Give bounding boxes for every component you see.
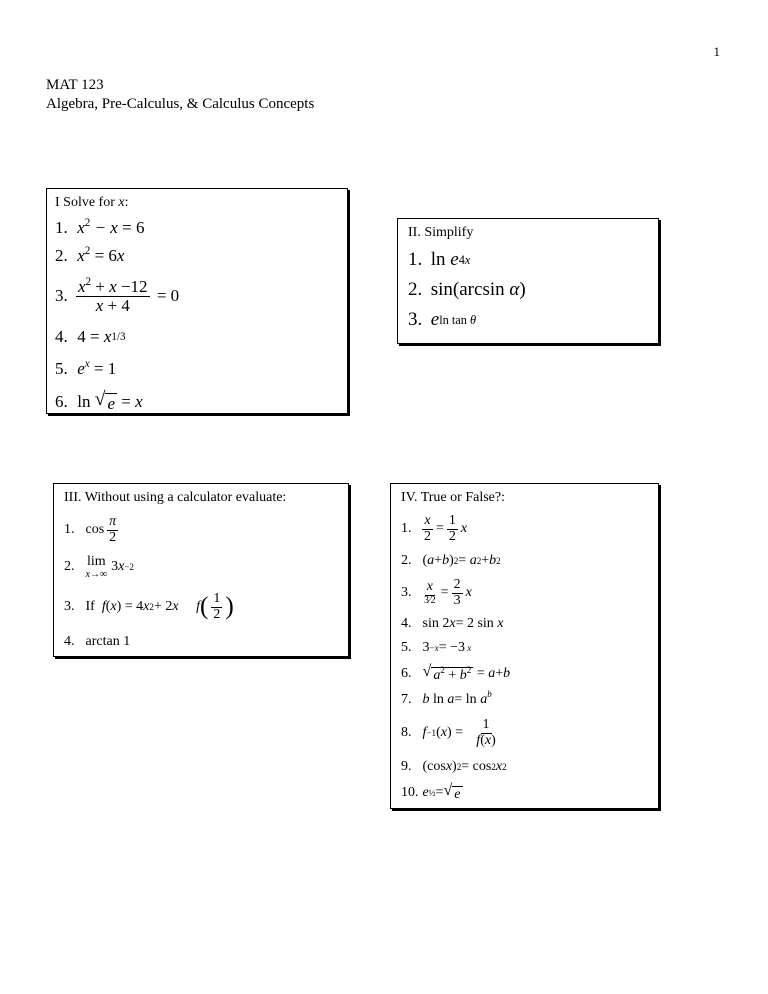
- problem-5: 5. $e^x$ = 1: [55, 357, 117, 378]
- section-title: II. Simplify: [408, 225, 474, 240]
- problem-3: 3. $\frac{x}{3⁄2}$ = $\frac{2}{3}$ x: [401, 576, 472, 608]
- section-evaluate: [53, 483, 349, 657]
- section-title: III. Without using a calculator evaluate:: [64, 490, 287, 505]
- problem-6: 6. √ $a^2 + b^2$ = a + b: [401, 663, 511, 683]
- problem-6: 6. ln √ e = x: [55, 389, 143, 413]
- problem-1: 1. ln e 4x: [408, 249, 471, 270]
- problem-2: 2. lim x→∞ 3 x −2: [64, 554, 134, 580]
- problem-8: 8. f −1 ( x ) = $\frac{1}{f(x)}$: [401, 716, 496, 748]
- section-true-or-false: [390, 483, 659, 809]
- problem-3: 3. e ln tan θ: [408, 309, 477, 330]
- section-solve-for-x: [46, 188, 348, 414]
- document-header: [46, 76, 314, 114]
- problem-4: 4. 4 = x 1/3: [55, 327, 126, 346]
- course-title: Algebra, Pre-Calculus, & Calculus Concepts: [46, 96, 315, 112]
- problem-1: 1. $\frac{x}{2}$ = $\frac{1}{2}$ x: [401, 512, 468, 544]
- problem-2: 2. ( a + b ) 2 = a 2 + b 2: [401, 553, 501, 568]
- problem-4: 4. arctan 1: [64, 634, 131, 649]
- page-number: 1: [713, 44, 720, 59]
- problem-4: 4. sin 2 x = 2 sin x: [401, 616, 504, 631]
- problem-1: 1. $x^2 - x$ = 6: [55, 216, 145, 237]
- problem-5: 5. 3 −x = −3 x: [401, 640, 472, 655]
- problem-3: 3. $\frac{x^2 + x -12}{x + 4}$ = 0: [55, 275, 180, 315]
- problem-2: 2. $x^2$ = 6 x: [55, 244, 125, 265]
- problem-7: 7. b ln a = ln $a^b$: [401, 689, 492, 707]
- section-simplify: [397, 218, 659, 344]
- course-code: MAT 123: [46, 77, 104, 93]
- problem-3: 3. If f ( x ) = 4 x 2 + 2 x f ( $\frac{1}{2}$ ): [64, 590, 234, 622]
- problem-1: 1. cos $\frac{\pi}{2}$: [64, 513, 117, 545]
- problem-10: 10. e ½ = √ e: [401, 782, 461, 802]
- problem-9: 9. (cos x ) 2 = cos 2 x 2: [401, 759, 507, 774]
- section-title: I Solve for x:: [55, 195, 129, 210]
- section-title: IV. True or False?:: [401, 490, 505, 505]
- problem-2: 2. sin(arcsin α ): [408, 279, 526, 300]
